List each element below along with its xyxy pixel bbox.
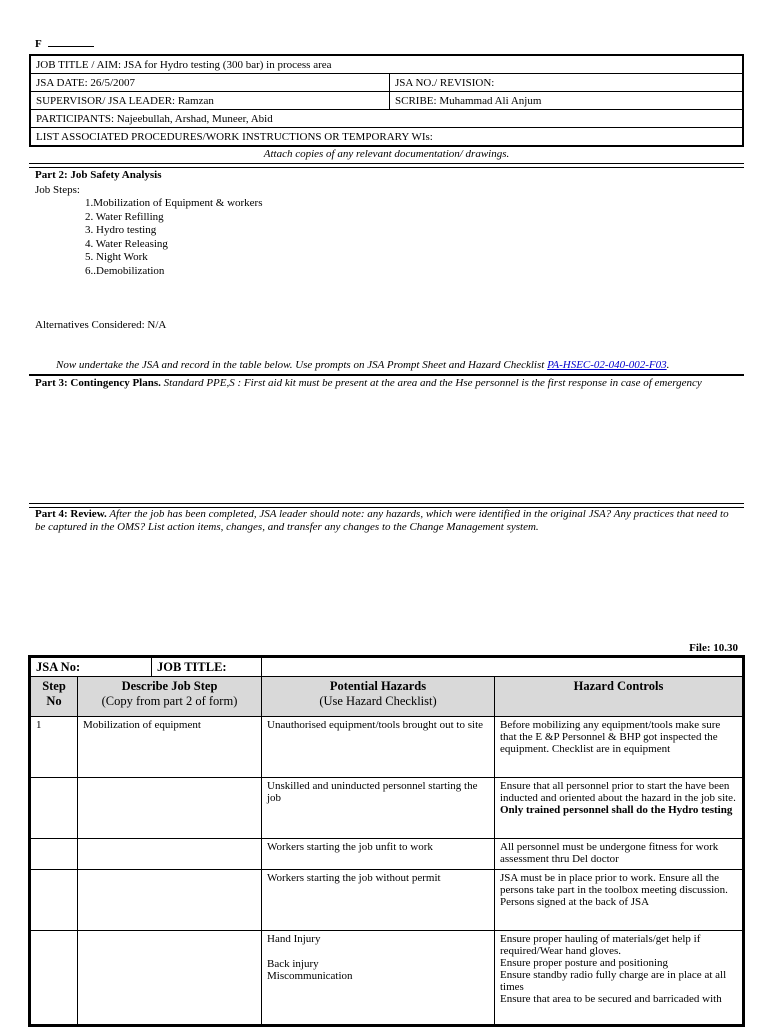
step-no-header: Step No xyxy=(30,677,78,717)
job-step: 1.Mobilization of Equipment & workers xyxy=(85,197,263,209)
scribe-cell: SCRIBE: Muhammad Ali Anjum xyxy=(390,92,744,110)
table-row: 1 Mobilization of equipment Unauthorised equipment/tools brought out to site Before mobilizing any equipment/tools make sure that the E &P Personnel & BHP got inspected the equipment. Checklist are in equipment xyxy=(30,717,744,778)
hazard-checklist-link[interactable]: PA-HSEC-02-040-002-F03 xyxy=(547,359,667,371)
participants-cell: PARTICIPANTS: Najeebullah, Arshad, Muneer, Abid xyxy=(30,110,743,128)
jsa-table xyxy=(28,655,745,1027)
procedures-cell: LIST ASSOCIATED PROCEDURES/WORK INSTRUCTIONS OR TEMPORARY WIs: xyxy=(30,128,743,147)
jsa-no-title-cell xyxy=(30,657,262,677)
job-step: 5. Night Work xyxy=(85,251,148,263)
describe-header: Describe Job Step (Copy from part 2 of form) xyxy=(78,677,262,717)
form-mark: F xyxy=(35,36,94,50)
instruction-line: Now undertake the JSA and record in the table below. Use prompts on JSA Prompt Sheet and Hazard Checklist PA-HSEC-02-040-002-F03. xyxy=(56,359,670,371)
job-title-label: JOB TITLE: xyxy=(157,660,227,674)
job-step: 2. Water Refilling xyxy=(85,210,164,223)
job-step: 4. Water Releasing xyxy=(85,237,168,250)
jsa-date-cell: JSA DATE: 26/5/2007 xyxy=(30,74,390,92)
job-steps-label: Job Steps: xyxy=(35,184,80,196)
job-steps-list xyxy=(85,197,263,278)
table-row: Unskilled and uninducted personnel starting the job Ensure that all personnel prior to start the have been inducted and oriented about the hazard in the job site. Only trained personnel shall do the Hydro testing xyxy=(30,778,744,839)
form-mark-blank xyxy=(48,36,94,47)
jsa-no-cell: JSA NO./ REVISION: xyxy=(390,74,744,92)
job-step: 3. Hydro testing xyxy=(85,224,157,236)
jsa-header-table xyxy=(29,54,744,147)
table-row: Workers starting the job unfit to work All personnel must be undergone fitness for work assessment thru Del doctor xyxy=(30,839,744,870)
table-row: Hand Injury Back injury Miscommunication Ensure proper hauling of materials/get help if required/Wear hand gloves. Ensure proper posture and positioning Ensure standby radio fully charge are in place at all times Ensure that area to be secured and barricaded with xyxy=(30,931,744,1026)
jsa-no-label: JSA No: xyxy=(31,658,152,676)
title-spacer xyxy=(262,657,744,677)
job-step: 6..Demobilization xyxy=(85,264,165,277)
supervisor-cell: SUPERVISOR/ JSA LEADER: Ramzan xyxy=(30,92,390,110)
divider xyxy=(29,374,744,376)
hazards-header: Potential Hazards (Use Hazard Checklist) xyxy=(262,677,495,717)
part4-review: Part 4: Review. After the job has been completed, JSA leader should note: any hazards, which were identified in the original JSA? Any practices that need to be captured in the OMS? List action items, changes, and transfer any changes to the Change Management system. xyxy=(35,508,729,533)
file-reference: File: 10.30 xyxy=(689,642,738,654)
job-title-cell: JOB TITLE / AIM: JSA for Hydro testing (300 bar) in process area xyxy=(30,55,743,74)
part2-title: Part 2: Job Safety Analysis xyxy=(35,169,162,181)
alternatives-considered: Alternatives Considered: N/A xyxy=(35,319,167,331)
table-row: Workers starting the job without permit JSA must be in place prior to work. Ensure all the persons take part in the toolbox meeting discussion. Persons signed at the back of JSA xyxy=(30,870,744,931)
part3-contingency: Part 3: Contingency Plans. Standard PPE,S : First aid kit must be present at the area and the Hse personnel is the first response in case of emergency xyxy=(35,377,702,389)
controls-header: Hazard Controls xyxy=(495,677,744,717)
attach-note: Attach copies of any relevant documentation/ drawings. xyxy=(263,148,510,160)
divider xyxy=(29,163,744,168)
